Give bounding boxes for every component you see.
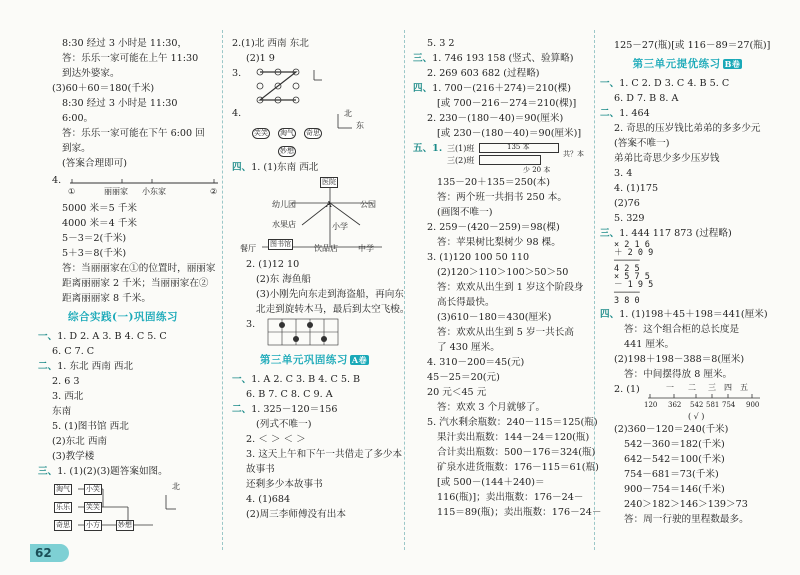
- text-line: 4000 米＝4 千米: [62, 218, 137, 229]
- answer-line: 4. 310－200＝45(元): [427, 357, 525, 368]
- answer-line: (列式不唯一): [256, 419, 312, 430]
- text-line: 答：乐乐一家可能在上午 11:30: [62, 53, 199, 64]
- answer-line: 2. 269 603 682 (过程略): [427, 68, 540, 79]
- answer-line: (2)周三李师傅没有出本: [246, 509, 346, 520]
- axis-num: 362: [668, 401, 682, 409]
- axis-label: 二: [688, 383, 696, 392]
- box-taoqi: 淘气: [280, 129, 294, 137]
- section-number: 三、: [413, 53, 433, 64]
- question-number: 2. (1): [614, 384, 640, 395]
- answer-line: 答：中间摆得放 8 厘米。: [624, 369, 733, 380]
- answer-line: 5. 329: [614, 213, 645, 224]
- axis-label: 一: [666, 383, 674, 392]
- class-2-label: 三(2)班: [447, 156, 475, 165]
- answer-line: (1)北 西南 东北: [241, 38, 309, 49]
- answer-line: [或 230－(180－40)＝90(厘米)]: [437, 128, 582, 139]
- question-number: 3.: [246, 319, 256, 330]
- section-number: 四、: [413, 83, 433, 94]
- answer-line: 还剩多少本故事书: [246, 479, 323, 490]
- chess-grid: [266, 317, 346, 347]
- section-number: 三、: [38, 466, 58, 477]
- answer-line: 2. 6 3: [52, 376, 80, 387]
- box-xiaoxiao: 笑笑: [254, 129, 268, 137]
- answer-line: 1. (1)东南 西北: [251, 162, 319, 173]
- column-3: [413, 36, 602, 520]
- section-number: 四、: [600, 309, 620, 320]
- text-line: 距离丽丽家 8 千米。: [62, 293, 151, 304]
- answer-line: 754－681＝73(千米): [624, 469, 719, 480]
- section-number: 一、: [600, 78, 620, 89]
- calc-line: 4 2 5: [614, 264, 640, 274]
- class-1-label: 三(1)班: [447, 144, 475, 153]
- calc-line: ─────: [614, 288, 640, 298]
- east-label: 东: [356, 121, 364, 130]
- answer-line: 900－754＝146(千米): [624, 484, 725, 495]
- seat-grid-figure: [38, 479, 208, 537]
- section-number: 二、: [38, 361, 58, 372]
- column-1: [38, 36, 218, 537]
- label-lele: 乐乐: [56, 503, 70, 511]
- section-title: [600, 57, 775, 72]
- answer-line: 2. 奇思的压岁钱比弟弟的多多少元: [614, 123, 761, 134]
- section-title: [232, 353, 397, 368]
- text-line: 到达外婆家。: [62, 68, 120, 79]
- answer-line: (2)120＞110＞100＞50＞50: [437, 267, 569, 278]
- map-primary-school: 小学: [332, 222, 348, 231]
- answer-line: 答：欢欢从出生到 1 岁这个阶段身: [437, 282, 584, 293]
- text-line: 到家。: [62, 143, 91, 154]
- answer-line: 高长得最快。: [437, 297, 495, 308]
- axis-num: 542: [690, 401, 704, 409]
- label-xiaoxiao: 小笑: [86, 485, 100, 493]
- xiaodong-home-label: 小东家: [142, 187, 166, 196]
- answer-line: 5. 3 2: [427, 38, 455, 49]
- answer-line: (3)610－180＝430(厘米): [437, 312, 552, 323]
- answer-line: (3)教学楼: [52, 451, 95, 462]
- text-line: 6:00。: [62, 113, 94, 124]
- calc-line: × 2 1 6: [614, 240, 650, 250]
- text-line: 答：乐乐一家可能在下午 6:00 回: [62, 128, 205, 139]
- level-badge: B卷: [724, 59, 741, 69]
- axis-label: 四: [724, 383, 732, 392]
- text-line: 5＋3＝8(千米): [62, 248, 127, 259]
- section-number: 一、: [38, 331, 58, 342]
- answer-line: 1. D 2. A 3. B 4. C 5. C: [57, 331, 167, 342]
- label-miaoxiang: 妙想: [118, 521, 132, 529]
- axis-num: 581: [706, 401, 720, 409]
- text-line: 答：当丽丽家在①的位置时，丽丽家: [62, 263, 216, 274]
- section-title-text: 第三单元巩固练习: [259, 354, 348, 366]
- axis-num: 754: [722, 401, 736, 409]
- answer-line: 答：欢欢 3 个月就够了。: [437, 402, 546, 413]
- answer-line: 北走到旋转木马，最后到太空飞梭。: [256, 304, 410, 315]
- answer-line: 2. 230－(180－40)＝90(厘米): [427, 113, 564, 124]
- section-number: 三、: [600, 228, 620, 239]
- label-xiaoxiao2: 笑笑: [86, 503, 100, 511]
- answer-line: 1. C 2. D 3. C 4. B 5. C: [619, 78, 730, 89]
- answer-line: (2)360－120＝240(千米): [614, 424, 729, 435]
- answer-line: 115＝89(瓶)；卖出瓶数：176－24－: [437, 507, 602, 518]
- north-label: 北: [172, 482, 180, 491]
- answer-line: 1. A 2. C 3. B 4. C 5. B: [251, 374, 361, 385]
- north-label: 北: [344, 109, 352, 118]
- answer-line: 5. 汽水剩余瓶数：240－115＝125(瓶): [427, 417, 598, 428]
- question-number: 2.: [232, 38, 242, 49]
- map-park: 公园: [360, 200, 376, 209]
- answer-line: 答：苹果树比梨树少 98 棵。: [437, 237, 561, 248]
- total-label: 共？本: [563, 150, 584, 158]
- answer-line: 5. (1)图书馆 西北: [52, 421, 129, 432]
- label-taoqi: 淘气: [56, 485, 70, 493]
- number-line-figure: [38, 171, 218, 201]
- answer-line: 3. 这天上午和下午一共借走了多少本: [246, 449, 403, 460]
- answer-line: 6. D 7. B 8. A: [614, 93, 679, 104]
- column-4: [600, 38, 775, 527]
- text-line: 5－3＝2(千米): [62, 233, 127, 244]
- answer-line: 弟弟比奇思少多少压岁钱: [614, 153, 720, 164]
- bar-diagram-figure: [413, 141, 593, 175]
- map-restaurant: 餐厅: [240, 244, 256, 253]
- map-library: 图书馆: [270, 240, 291, 248]
- answer-line: 20 元＜45 元: [427, 387, 487, 398]
- answer-line: (2)东 海鱼船: [256, 274, 312, 285]
- answer-line: 125－27(瓶)[或 116－89＝27(瓶)]: [614, 40, 771, 51]
- mileage-axis-figure: [600, 382, 775, 422]
- answer-line: (2)1 9: [246, 53, 275, 64]
- map-hospital: 医院: [322, 178, 336, 186]
- answer-line: 答：欢欢从出生到 5 岁一共长高: [437, 327, 574, 338]
- answer-line: 2. (1)12 10: [246, 259, 300, 270]
- axis-label: 五: [740, 383, 748, 392]
- answer-line: 542－360＝182(千米): [624, 439, 725, 450]
- answer-line: 2. 259－(420－259)＝98(棵): [427, 222, 560, 233]
- map-middle-school: 中学: [358, 244, 374, 253]
- column-divider: [222, 30, 223, 550]
- route-grid: [254, 66, 324, 106]
- answer-line: (画图不唯一): [437, 207, 493, 218]
- axis-num: 120: [644, 401, 658, 409]
- answer-line: 3. 西北: [52, 391, 84, 402]
- calc-line: 3 8 0: [614, 296, 640, 306]
- map-drink-shop: 饮品店: [314, 244, 338, 253]
- map-kindergarten: 幼儿园: [272, 200, 296, 209]
- text-line: (3)60＋60＝180(千米): [52, 83, 155, 94]
- text-line: 8:30 经过 3 小时是 11:30，: [62, 38, 188, 49]
- answer-line: 1. 746 193 158 (竖式、验算略): [432, 53, 574, 64]
- box-qisi: 奇思: [306, 129, 320, 137]
- answer-line: (2)198＋198－388＝8(厘米): [614, 354, 745, 365]
- section-number: 二、: [600, 108, 620, 119]
- answer-line: 1. 325－120＝156: [251, 404, 338, 415]
- map-fruit-shop: 水果店: [272, 220, 296, 229]
- route-figure: [232, 66, 397, 106]
- level-badge: A卷: [351, 355, 368, 365]
- answer-line: 1. (1)198＋45＋198＝441(厘米): [619, 309, 768, 320]
- question-number: 4.: [232, 108, 242, 119]
- chess-grid-figure: [232, 317, 397, 349]
- answer-line: 1. 464: [619, 108, 650, 119]
- calc-line: － 1 9 5: [614, 280, 654, 290]
- answer-line: 1. 东北 西南 西北: [57, 361, 134, 372]
- map-point-a: A: [326, 200, 332, 209]
- answer-line: [或 500－(144＋240)＝: [437, 477, 545, 488]
- text-line: (答案合理即可): [62, 158, 128, 169]
- column-2: [232, 36, 410, 522]
- answer-line: 2. ＜ ＞ ＜ ＞: [246, 434, 306, 445]
- text-line: 5000 米＝5 千米: [62, 203, 137, 214]
- answer-line: 答：两个班一共捐书 250 本。: [437, 192, 567, 203]
- answer-line: 答：这个组合柜的总长度是: [624, 324, 740, 335]
- q4-direction-figure: [232, 106, 397, 160]
- map-figure: [232, 175, 397, 257]
- answer-line: 135－20＋135＝250(本): [437, 177, 551, 188]
- answer-line: (答案不唯一): [614, 138, 670, 149]
- answer-line: 6. C 7. C: [52, 346, 95, 357]
- calc-line: ─────: [614, 256, 640, 266]
- page-number: 62: [30, 544, 69, 562]
- lili-home-label: 丽丽家: [104, 187, 128, 196]
- answer-line: 果汁卖出瓶数：144－24＝120(瓶): [437, 432, 590, 443]
- question-number: 3.: [232, 68, 242, 79]
- answer-line: 矿泉水进货瓶数：176－115＝61(瓶): [437, 462, 599, 473]
- answer-line: 答：周一行驶的里程数最多。: [624, 514, 749, 525]
- section-title: 综合实践(一)巩固练习: [68, 311, 178, 323]
- section-number: 五、1.: [413, 143, 443, 154]
- section-number: 一、: [232, 374, 252, 385]
- answer-line: 441 厘米。: [624, 339, 675, 350]
- answer-line: 116(瓶)]；卖出瓶数：176－24－: [437, 492, 584, 503]
- section-number: 二、: [232, 404, 252, 415]
- text-line: 8:30 经过 3 小时是 11:30: [62, 98, 178, 109]
- answer-line: 故事书: [246, 464, 275, 475]
- answer-line: 3. (1)120 100 50 110: [427, 252, 530, 263]
- answer-line: 6. B 7. C 8. C 9. A: [246, 389, 333, 400]
- column-divider: [404, 30, 405, 550]
- calc-line: × 5 7 5: [614, 272, 650, 282]
- point-1-label: ①: [68, 187, 76, 196]
- bar-value-label: 135 本: [507, 143, 530, 151]
- check-mark: ( √ ): [688, 412, 705, 421]
- label-qisi: 奇思: [56, 521, 70, 529]
- answer-line: 1. 444 117 873 (过程略): [619, 228, 732, 239]
- box-miaoxiang: 妙想: [280, 147, 294, 155]
- answer-line: [或 700－216－274＝210(棵)]: [437, 98, 577, 109]
- axis-num: 900: [746, 401, 760, 409]
- point-2-label: ②: [210, 187, 218, 196]
- answer-line: 45－25＝20(元): [427, 372, 500, 383]
- vertical-calc: [600, 241, 775, 307]
- answer-line: 了 430 厘米。: [437, 342, 500, 353]
- answer-line: 4. (1)684: [246, 494, 291, 505]
- answer-line: 东南: [52, 406, 72, 417]
- answer-line: 642－542＝100(千米): [624, 454, 725, 465]
- answer-line: 1. 700－(216＋274)＝210(棵): [432, 83, 571, 94]
- text-line: 距离丽丽家 2 千米；当丽丽家在②: [62, 278, 209, 289]
- answer-line: 4. (1)175: [614, 183, 659, 194]
- answer-line: 1. (1)(2)(3)题答案如图。: [57, 466, 168, 477]
- answer-line: 3. 4: [614, 168, 633, 179]
- answer-line: 240＞182＞146＞139＞73: [624, 499, 748, 510]
- axis-label: 三: [708, 383, 716, 392]
- calc-line: ＋ 2 0 9: [614, 248, 654, 258]
- diff-label: 少 20 本: [523, 166, 551, 174]
- answer-line: (2)东北 西南: [52, 436, 108, 447]
- answer-line: 合计卖出瓶数：500－176＝324(瓶): [437, 447, 596, 458]
- question-number: 4.: [52, 175, 62, 186]
- section-title-text: 第三单元提优练习: [632, 58, 721, 70]
- label-xiaofang: 小方: [86, 521, 100, 529]
- section-number: 四、: [232, 162, 252, 173]
- answer-line: (2)76: [614, 198, 640, 209]
- answer-line: (3)小刚先向东走到海盗船，再向东: [256, 289, 404, 300]
